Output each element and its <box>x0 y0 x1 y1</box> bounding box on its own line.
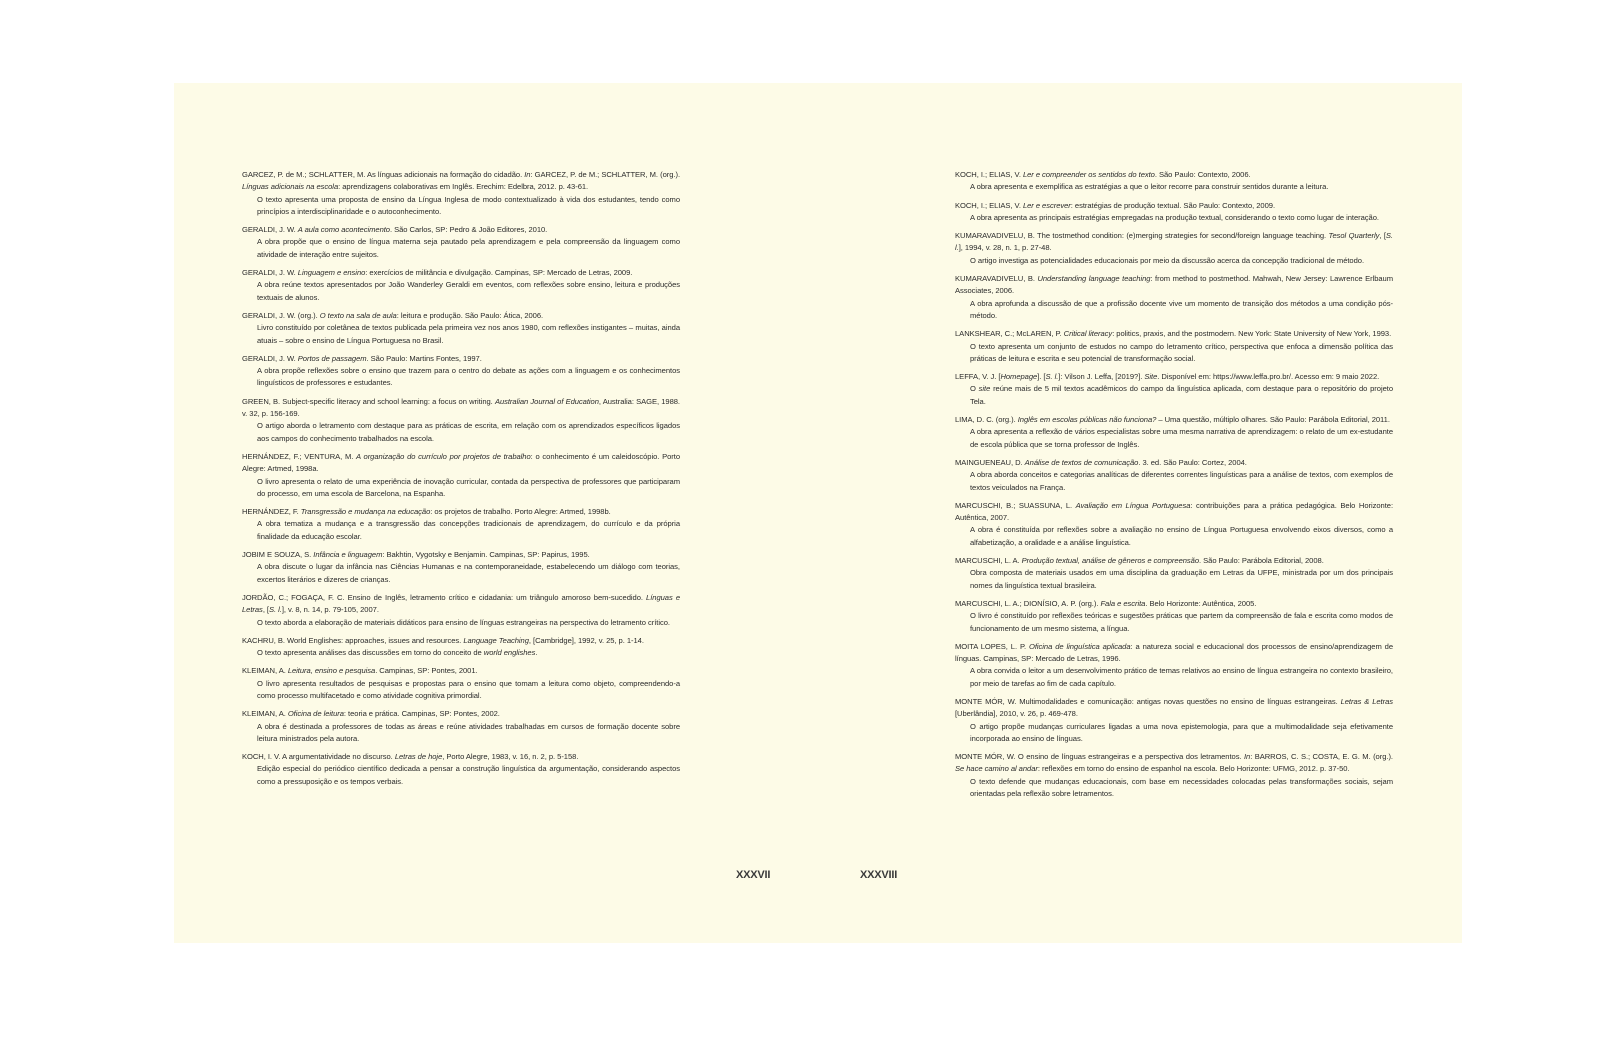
entry-description: A obra é constituída por reflexões sobre a avaliação no ensino de Língua Portuguesa envolvendo eixos diversos, como a alfabetização, a oralidade e a análise linguística. <box>970 525 1393 547</box>
entry-description: O texto apresenta um conjunto de estudos no campo do letramento crítico, perspectiva que enfoca a dimensão política das práticas de leitura e escrita e seu potencial de transformação social. <box>970 341 1393 363</box>
entry-reference: MONTE MÓR, W. O ensino de línguas estrangeiras e a perspectiva dos letramentos. In: BARROS, C. S.; COSTA, E. G. M. (org.). Se hace camino al andar: reflexões em torno do ensino de espanhol na escola. Belo Horizonte: UFMG, 2012. p. 37-50. <box>955 752 1393 774</box>
entry-description: A obra é destinada a professores de todas as áreas e reúne atividades trabalhadas em cursos de formação docente sobre leitura ministrados pela autora. <box>257 721 680 743</box>
entry-reference: LEFFA, V. J. [Homepage]. [S. l.]: Vilson J. Leffa, [2019?]. Site. Disponível em: https://www.leffa.pro.br/. Acesso em: 9 maio 2022. <box>955 372 1380 382</box>
bibliography-entry <box>955 598 1393 635</box>
right-page-number: XXXVIII <box>860 869 898 881</box>
entry-reference: GREEN, B. Subject-specific literacy and school learning: a focus on writing. Australian Journal of Education, Australia: SAGE, 1988. v. 32, p. 156-169. <box>242 396 680 419</box>
bibliography-entry <box>242 169 680 218</box>
entry-reference: GERALDI, J. W. Linguagem e ensino: exercícios de militância e divulgação. Campinas, SP: Mercado de Letras, 2009. <box>242 268 633 278</box>
entry-description: A obra discute o lugar da infância nas Ciências Humanas e na contemporaneidade, estabelecendo um diálogo com teorias, excertos literários e dizeres de crianças. <box>257 562 680 584</box>
entry-reference: GERALDI, J. W. (org.). O texto na sala de aula: leitura e produção. São Paulo: Ática, 2006. <box>242 310 544 320</box>
entry-reference: MARCUSCHI, L. A.; DIONÍSIO, A. P. (org.). Fala e escrita. Belo Horizonte: Autêntica, 2005. <box>955 598 1257 608</box>
entry-description: A obra tematiza a mudança e a transgressão das concepções tradicionais de aprendizagem, do currículo e da própria finalidade da educação escolar. <box>257 519 680 541</box>
entry-reference: LIMA, D. C. (org.). Inglês em escolas públicas não funciona? – Uma questão, múltiplo olhares. São Paulo: Parábola Editorial, 2011. <box>955 415 1390 425</box>
entry-description: A obra propõe que o ensino de língua materna seja pautado pela aprendizagem e pela compreensão da linguagem como atividade de interação entre sujeitos. <box>257 237 680 259</box>
entry-reference: KOCH, I.; ELIAS, V. Ler e compreender os sentidos do texto. São Paulo: Contexto, 2006. <box>955 170 1251 179</box>
bibliography-entry <box>955 414 1393 451</box>
entry-reference: KACHRU, B. World Englishes: approaches, issues and resources. Language Teaching, [Cambridge], 1992, v. 25, p. 1-14. <box>242 635 644 645</box>
entry-reference: LANKSHEAR, C.; McLAREN, P. Critical literacy: politics, praxis, and the postmodern. New York: State University of New York, 1993. <box>955 329 1392 339</box>
bibliography-entry <box>242 549 680 586</box>
left-page-bibliography <box>242 169 680 794</box>
bibliography-entry <box>242 224 680 261</box>
bibliography-entry <box>242 708 680 745</box>
bibliography-entry <box>955 696 1393 745</box>
bibliography-entry <box>242 665 680 702</box>
entry-description: O texto aborda a elaboração de materiais didáticos para ensino de línguas estrangeiras na perspectiva do letramento crítico. <box>257 617 670 627</box>
entry-description: Edição especial do periódico científico dedicada a pensar a construção linguística da argumentação, considerando aspectos como a pressuposição e os tempos verbais. <box>257 764 680 786</box>
bibliography-entry <box>955 751 1393 800</box>
entry-reference: MARCUSCHI, B.; SUASSUNA, L. Avaliação em Língua Portuguesa: contribuições para a prática pedagógica. Belo Horizonte: Autêntica, 2007. <box>955 500 1393 523</box>
entry-reference: GERALDI, J. W. A aula como acontecimento. São Carlos, SP: Pedro & João Editores, 2010. <box>242 225 548 235</box>
bibliography-entry <box>955 371 1393 408</box>
entry-description: O livro apresenta resultados de pesquisas e propostas para o ensino que tomam a leitura como objeto, compreendendo-a como processo multifacetado e como atividade cognitiva primordial. <box>257 678 680 700</box>
bibliography-entry <box>242 451 680 500</box>
entry-description: Obra composta de materiais usados em uma disciplina da graduação em Letras da UFPE, ministrada por um dos principais nomes da linguística textual brasileira. <box>970 568 1393 590</box>
entry-reference: HERNÁNDEZ, F.; VENTURA, M. A organização do currículo por projetos de trabalho: o conhecimento é um caleidoscópio. Porto Alegre: Artmed, 1998a. <box>242 451 680 474</box>
bibliography-entry <box>242 592 680 629</box>
entry-reference: MARCUSCHI, L. A. Produção textual, análise de gêneros e compreensão. São Paulo: Parábola Editorial, 2008. <box>955 556 1324 566</box>
entry-description: A obra reúne textos apresentados por João Wanderley Geraldi em eventos, com reflexões sobre ensino, leitura e produções textuais de alunos. <box>257 280 680 302</box>
entry-reference: KLEIMAN, A. Oficina de leitura: teoria e prática. Campinas, SP: Pontes, 2002. <box>242 709 500 719</box>
bibliography-entry <box>955 641 1393 690</box>
entry-reference: GERALDI, J. W. Portos de passagem. São Paulo: Martins Fontes, 1997. <box>242 353 482 363</box>
entry-reference: MOITA LOPES, L. P. Oficina de linguística aplicada: a natureza social e educacional dos processos de ensino/aprendizagem de línguas. Campinas, SP: Mercado de Letras, 1996. <box>955 641 1393 664</box>
bibliography-entry <box>242 506 680 543</box>
bibliography-entry <box>955 169 1393 194</box>
entry-description: O site reúne mais de 5 mil textos acadêmicos do campo da linguística aplicada, com destaque para o repositório do projeto Tela. <box>970 384 1393 406</box>
entry-reference: JOBIM E SOUZA, S. Infância e linguagem: Bakhtin, Vygotsky e Benjamin. Campinas, SP: Papirus, 1995. <box>242 550 590 560</box>
entry-description: A obra convida o leitor a um desenvolvimento prático de temas relativos ao ensino de língua estrangeira no contexto brasileiro, por meio de tarefas ao fim de cada capítulo. <box>970 666 1393 688</box>
bibliography-entry <box>242 751 680 788</box>
entry-reference: MAINGUENEAU, D. Análise de textos de comunicação. 3. ed. São Paulo: Cortez, 2004. <box>955 457 1247 467</box>
bibliography-entry <box>242 635 680 660</box>
entry-description: O texto apresenta uma proposta de ensino da Língua Inglesa de modo contextualizado à vida dos estudantes, tendo como princípios a interdisciplinaridade e o autoconhecimento. <box>257 194 680 216</box>
bibliography-entry <box>955 200 1393 225</box>
entry-description: O texto defende que mudanças educacionais, com base em necessidades colocadas pelas transformações sociais, sejam orientadas pela reflexão sobre letramentos. <box>970 776 1393 799</box>
bibliography-entry <box>955 457 1393 494</box>
entry-description: A obra apresenta e exemplifica as estratégias a que o leitor recorre para construir sentidos durante a leitura. <box>970 182 1329 192</box>
bibliography-entry <box>242 353 680 390</box>
entry-description: O artigo aborda o letramento com destaque para as práticas de escrita, em relação com os aprendizados específicos ligados aos campos do conhecimento trabalhados na escola. <box>257 421 680 443</box>
bibliography-entry <box>955 230 1393 267</box>
entry-description: O livro apresenta o relato de uma experiência de inovação curricular, contada da perspectiva de professores que participaram do processo, em uma escola de Barcelona, na Espanha. <box>257 476 680 498</box>
entry-reference: JORDÃO, C.; FOGAÇA, F. C. Ensino de Inglês, letramento crítico e cidadania: um triângulo amoroso bem-sucedido. Línguas e Letras, [S. l.], v. 8, n. 14, p. 79-105, 2007. <box>242 592 680 615</box>
entry-description: A obra aprofunda a discussão de que a profissão docente vive um momento de transição dos métodos a uma condição pós-método. <box>970 298 1393 320</box>
entry-description: O artigo investiga as potencialidades educacionais por meio da discussão acerca da concepção tradicional de método. <box>970 255 1365 265</box>
entry-description: A obra apresenta as principais estratégias empregadas na produção textual, considerando o texto como lugar de interação. <box>970 212 1379 222</box>
entry-description: Livro constituído por coletânea de textos publicada pela primeira vez nos anos 1980, com reflexões instigantes – muitas, ainda atuais – sobre o ensino de Língua Portuguesa no Brasil. <box>257 323 680 345</box>
entry-description: O livro é constituído por reflexões teóricas e sugestões práticas que partem da compreensão de fala e escrita como modos de funcionamento de um mesmo sistema, a língua. <box>970 611 1393 633</box>
entry-description: A obra apresenta a reflexão de vários especialistas sobre uma mesma narrativa de aprendizagem: o relato de um ex-estudante de escola pública que se torna professor de Inglês. <box>970 427 1393 449</box>
entry-description: O artigo propõe mudanças curriculares ligadas a uma nova epistemologia, para que a multimodalidade seja efetivamente incorporada ao ensino de línguas. <box>970 721 1393 743</box>
book-spread <box>174 83 1462 943</box>
bibliography-entry <box>955 500 1393 549</box>
entry-reference: MONTE MÓR, W. Multimodalidades e comunicação: antigas novas questões no ensino de línguas estrangeiras. Letras & Letras [Uberlândia], 2010, v. 26, p. 469-478. <box>955 696 1393 719</box>
bibliography-entry <box>955 328 1393 365</box>
bibliography-entry <box>955 273 1393 322</box>
entry-reference: HERNÁNDEZ, F. Transgressão e mudança na educação: os projetos de trabalho. Porto Alegre: Artmed, 1998b. <box>242 507 611 517</box>
entry-reference: KOCH, I.; ELIAS, V. Ler e escrever: estratégias de produção textual. São Paulo: Contexto, 2009. <box>955 200 1276 210</box>
right-page-bibliography <box>955 169 1393 806</box>
left-page-number: XXXVII <box>736 869 771 881</box>
bibliography-entry <box>242 396 680 445</box>
bibliography-entry <box>955 555 1393 592</box>
entry-description: A obra aborda conceitos e categorias analíticas de diferentes correntes linguísticas para a análise de textos, com exemplos de textos veiculados na França. <box>970 470 1393 492</box>
entry-reference: KUMARAVADIVELU, B. Understanding language teaching: from method to postmethod. Mahwah, New Jersey: Lawrence Erlbaum Associates, 2006. <box>955 274 1393 296</box>
bibliography-entry <box>242 310 680 347</box>
entry-reference: KLEIMAN, A. Leitura, ensino e pesquisa. Campinas, SP: Pontes, 2001. <box>242 666 478 676</box>
entry-description: A obra propõe reflexões sobre o ensino que trazem para o centro do debate as ações com a linguagem e os conhecimentos linguísticos de professores e estudantes. <box>257 366 680 388</box>
entry-reference: KUMARAVADIVELU, B. The tostmethod condition: (e)merging strategies for second/foreign language teaching. Tesol Quarterly, [S. l.], 1994, v. 28, n. 1, p. 27-48. <box>955 231 1393 253</box>
bibliography-entry <box>242 267 680 304</box>
entry-reference: KOCH, I. V. A argumentatividade no discurso. Letras de hoje, Porto Alegre, 1983, v. 16, n. 2, p. 5-158. <box>242 752 579 762</box>
entry-description: O texto apresenta análises das discussões em torno do conceito de world englishes. <box>257 648 538 658</box>
entry-reference: GARCEZ, P. de M.; SCHLATTER, M. As línguas adicionais na formação do cidadão. In: GARCEZ, P. de M.; SCHLATTER, M. (org.). Línguas adicionais na escola: aprendizagens colaborativas em Inglês. Erechim: Edelbra, 2012. p. 43-61. <box>242 170 681 192</box>
